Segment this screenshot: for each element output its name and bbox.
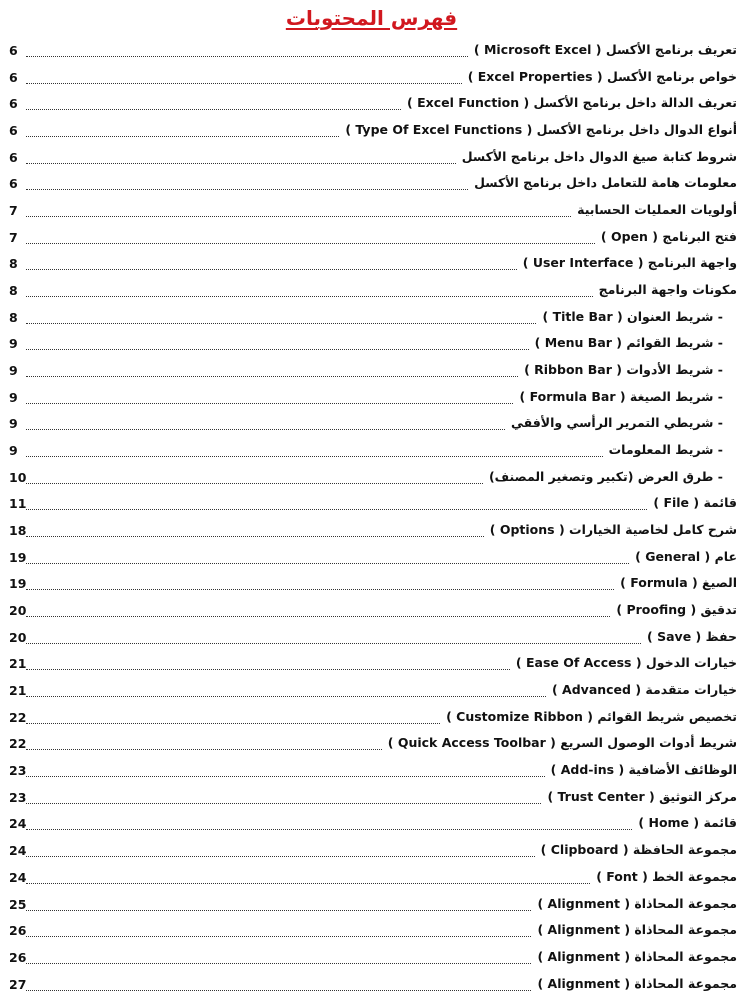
dot-leader xyxy=(26,589,614,590)
toc-page-number: 19 xyxy=(9,549,27,565)
toc-page-number: 9 xyxy=(9,363,18,379)
toc-entry xyxy=(0,600,743,627)
toc-page-number: 8 xyxy=(9,283,18,299)
dot-leader xyxy=(26,669,510,670)
toc-entry xyxy=(0,147,743,174)
toc-page-number: 21 xyxy=(9,683,27,699)
toc-entry xyxy=(0,840,743,867)
toc-entry-text: تدقيق ( Proofing ) xyxy=(616,602,737,618)
toc-entry xyxy=(0,360,743,387)
toc-page-number: 6 xyxy=(9,176,18,192)
dot-leader xyxy=(26,643,641,644)
dot-leader xyxy=(26,803,541,804)
toc-entry-text: فتح البرنامج ( Open ) xyxy=(600,228,737,244)
toc-entry xyxy=(0,120,743,147)
dot-leader xyxy=(26,269,517,270)
toc-page-number: 11 xyxy=(9,496,27,512)
toc-page-number: 21 xyxy=(9,656,27,672)
page-title: فهرس المحتويات xyxy=(285,6,458,30)
toc-page-number: 24 xyxy=(9,816,27,832)
toc-page-number: 8 xyxy=(9,256,18,272)
toc-entry xyxy=(0,680,743,707)
dot-leader xyxy=(26,696,546,697)
toc-entry xyxy=(0,413,743,440)
toc-entry-text: تخصيص شريط القوائم ( Customize Ribbon ) xyxy=(446,708,737,724)
dot-leader xyxy=(26,856,535,857)
toc-page-number: 20 xyxy=(9,603,27,619)
dot-leader xyxy=(26,243,595,244)
toc-entry xyxy=(0,307,743,334)
toc-page-number: 19 xyxy=(9,576,27,592)
toc-page-number: 22 xyxy=(9,736,27,752)
toc-entry-text: - شريطي التمرير الرأسي والأفقي xyxy=(510,415,723,431)
toc-entry-text: مركز التوثيق ( Trust Center ) xyxy=(547,788,737,804)
toc-entry-text: مجموعة المحاذاة ( Alignment ) xyxy=(537,948,737,964)
dot-leader xyxy=(26,403,513,404)
toc-entry xyxy=(0,894,743,921)
toc-entry-text: تعريف برنامج الأكسل ( Microsoft Excel ) xyxy=(473,42,737,57)
toc-entry-text: الوظائف الأضافية ( Add-ins ) xyxy=(550,762,737,778)
dot-leader xyxy=(26,723,440,724)
dot-leader xyxy=(26,749,382,750)
toc-entry-text: شروط كتابة صيغ الدوال داخل برنامج الأكسل xyxy=(461,148,737,164)
toc-entry xyxy=(0,467,743,494)
toc-entry xyxy=(0,440,743,467)
toc-entry xyxy=(0,733,743,760)
dot-leader xyxy=(26,990,531,991)
dot-leader xyxy=(26,163,456,164)
toc-entry xyxy=(0,520,743,547)
toc-page-number: 9 xyxy=(9,389,18,405)
toc-list xyxy=(0,40,743,1000)
toc-entry-text: مكونات واجهة البرنامج xyxy=(598,282,737,298)
toc-entry-text: خيارات متقدمة ( Advanced ) xyxy=(551,682,737,698)
toc-page-number: 26 xyxy=(9,923,27,939)
toc-page-number: 6 xyxy=(9,123,18,139)
toc-entry xyxy=(0,93,743,120)
toc-entry-text: - شريط الصيغة ( Formula Bar ) xyxy=(519,388,723,404)
dot-leader xyxy=(26,829,632,830)
dot-leader xyxy=(26,216,571,217)
toc-entry-text: مجموعة المحاذاة ( Alignment ) xyxy=(537,922,737,938)
dot-leader xyxy=(26,456,603,457)
toc-entry-text: - شريط الأدوات ( Ribbon Bar ) xyxy=(524,362,723,378)
toc-page-number: 9 xyxy=(9,416,18,432)
toc-entry-text: قائمة ( Home ) xyxy=(638,815,737,831)
toc-entry xyxy=(0,280,743,307)
toc-page-number: 26 xyxy=(9,949,27,965)
dot-leader xyxy=(26,429,505,430)
toc-page-number: 8 xyxy=(9,309,18,325)
toc-entry xyxy=(0,173,743,200)
toc-entry-text: أولويات العمليات الحسابية xyxy=(577,202,737,218)
toc-entry xyxy=(0,493,743,520)
toc-entry xyxy=(0,787,743,814)
toc-page-number: 6 xyxy=(9,96,18,112)
toc-entry xyxy=(0,227,743,254)
dot-leader xyxy=(26,563,629,564)
toc-page-number: 25 xyxy=(9,896,27,912)
toc-page-number: 7 xyxy=(9,203,18,219)
toc-entry-text: حفظ ( Save ) xyxy=(647,628,737,644)
toc-entry-text: مجموعة المحاذاة ( Alignment ) xyxy=(537,975,737,991)
toc-entry-text: خيارات الدخول ( Ease Of Access ) xyxy=(515,655,737,671)
toc-entry xyxy=(0,627,743,654)
toc-entry-text: شريط أدوات الوصول السريع ( Quick Access Toolbar ) xyxy=(387,735,737,751)
dot-leader xyxy=(26,349,529,350)
toc-page-number: 24 xyxy=(9,869,27,885)
toc-entry-text: تعريف الدالة داخل برنامج الأكسل ( Excel Function ) xyxy=(407,95,737,111)
toc-entry xyxy=(0,200,743,227)
toc-entry xyxy=(0,920,743,947)
dot-leader xyxy=(26,376,518,377)
toc-entry xyxy=(0,653,743,680)
toc-entry-text: خواص برنامج الأكسل ( Excel Properties ) xyxy=(467,68,737,84)
toc-page-number: 18 xyxy=(9,523,27,539)
toc-page-number: 22 xyxy=(9,709,27,725)
toc-entry-text: مجموعة الحافظة ( Clipboard ) xyxy=(540,842,737,858)
toc-entry-text: شرح كامل لخاصية الخيارات ( Options ) xyxy=(489,522,737,538)
toc-page-number: 7 xyxy=(9,229,18,245)
toc-page-number: 6 xyxy=(9,43,18,58)
dot-leader xyxy=(26,936,531,937)
dot-leader xyxy=(26,136,339,137)
dot-leader xyxy=(26,296,593,297)
dot-leader xyxy=(26,776,545,777)
dot-leader xyxy=(26,910,531,911)
toc-entry-text: الصيغ ( Formula ) xyxy=(620,575,737,591)
dot-leader xyxy=(26,509,647,510)
toc-entry-text: قائمة ( File ) xyxy=(653,495,737,511)
toc-entry xyxy=(0,974,743,1000)
dot-leader xyxy=(26,109,401,110)
toc-entry xyxy=(0,253,743,280)
toc-entry xyxy=(0,813,743,840)
toc-page-number: 6 xyxy=(9,69,18,85)
toc-entry-text: - شريط العنوان ( Title Bar ) xyxy=(542,308,723,324)
dot-leader xyxy=(26,616,610,617)
toc-page-number: 27 xyxy=(9,976,27,992)
toc-entry-text: معلومات هامة للتعامل داخل برنامج الأكسل xyxy=(474,175,737,191)
toc-entry-text: - شريط المعلومات xyxy=(608,442,723,458)
toc-entry-text: - طرق العرض (تكبير وتصغير المصنف) xyxy=(488,468,723,484)
toc-page-number: 23 xyxy=(9,789,27,805)
toc-entry xyxy=(0,707,743,734)
toc-entry xyxy=(0,867,743,894)
toc-page-number: 6 xyxy=(9,149,18,165)
toc-entry xyxy=(0,67,743,94)
toc-entry xyxy=(0,333,743,360)
toc-entry-text: مجموعة الخط ( Font ) xyxy=(596,868,737,884)
toc-page-number: 10 xyxy=(9,469,27,485)
toc-entry xyxy=(0,947,743,974)
toc-entry-text: - شريط القوائم ( Menu Bar ) xyxy=(534,335,723,351)
dot-leader xyxy=(26,883,590,884)
toc-page-number: 20 xyxy=(9,629,27,645)
dot-leader xyxy=(26,536,484,537)
toc-entry-text: مجموعة المحاذاة ( Alignment ) xyxy=(537,895,737,911)
toc-page-number: 9 xyxy=(9,443,18,459)
toc-entry-text: عام ( General ) xyxy=(635,548,737,564)
dot-leader xyxy=(26,323,536,324)
toc-page-number: 23 xyxy=(9,763,27,779)
dot-leader xyxy=(26,483,483,484)
toc-entry xyxy=(0,760,743,787)
toc-entry xyxy=(0,547,743,574)
toc-page-number: 9 xyxy=(9,336,18,352)
toc-entry-text: واجهة البرنامج ( User Interface ) xyxy=(522,255,737,271)
dot-leader xyxy=(26,189,468,190)
toc-entry xyxy=(0,387,743,414)
toc-entry xyxy=(0,40,743,67)
toc-page-number: 24 xyxy=(9,843,27,859)
dot-leader xyxy=(26,963,531,964)
dot-leader xyxy=(26,56,468,57)
toc-entry-text: أنواع الدوال داخل برنامج الأكسل ( Type Of Excel Functions ) xyxy=(345,122,737,138)
toc-entry xyxy=(0,573,743,600)
dot-leader xyxy=(26,83,462,84)
